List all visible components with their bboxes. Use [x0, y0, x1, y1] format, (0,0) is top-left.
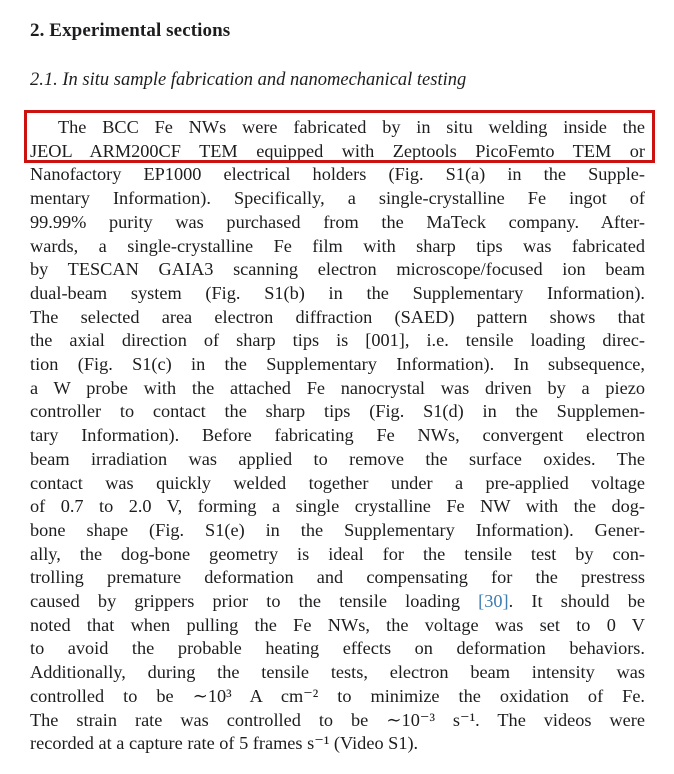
text-line: the axial direction of sharp tips is [001], i.e. tensile loading direc- [30, 330, 645, 351]
citation-link-30[interactable]: [30] [478, 591, 509, 612]
text-line: a W probe with the attached Fe nanocrystal was driven by a piezo [30, 377, 645, 398]
text-line: by TESCAN GAIA3 scanning electron microscope/focused ion beam [30, 259, 645, 280]
text-line: trolling premature deformation and compensating for the prestress [30, 567, 645, 588]
text-line: Nanofactory EP1000 electrical holders (Fig. S1(a) in the Supple- [30, 164, 645, 185]
text-segment: caused by grippers prior to the tensile loading [30, 591, 479, 612]
body-paragraph [30, 116, 645, 756]
text-line: bone shape (Fig. S1(e) in the Supplementary Information). Gener- [30, 519, 645, 540]
text-line: The strain rate was controlled to be ∼10⁻³ s⁻¹. The videos were [30, 709, 645, 730]
text-line: Additionally, during the tensile tests, electron beam intensity was [30, 662, 645, 683]
text-line: recorded at a capture rate of 5 frames s⁻¹ (Video S1). [30, 733, 419, 754]
section-heading: 2. Experimental sections [30, 20, 231, 41]
text-line: controller to contact the sharp tips (Fig. S1(d) in the Supplemen- [30, 401, 645, 422]
text-line: beam irradiation was applied to remove the surface oxides. The [30, 448, 645, 469]
text-line: tary Information). Before fabricating Fe NWs, convergent electron [30, 425, 645, 446]
text-line: tion (Fig. S1(c) in the Supplementary Information). In subsequence, [30, 354, 645, 375]
text-segment: . It should be [508, 591, 645, 612]
subsection-heading: 2.1. In situ sample fabrication and nanomechanical testing [30, 70, 467, 90]
text-line: The BCC Fe NWs were fabricated by in situ welding inside the [58, 117, 645, 137]
text-line: dual-beam system (Fig. S1(b) in the Supplementary Information). [30, 282, 645, 303]
text-line: noted that when pulling the Fe NWs, the voltage was set to 0 V [30, 614, 645, 635]
text-line: of 0.7 to 2.0 V, forming a single crystalline Fe NW with the dog- [30, 496, 645, 517]
text-line: to avoid the probable heating effects on deformation behaviors. [30, 638, 645, 659]
text-line: 99.99% purity was purchased from the MaTeck company. After- [30, 211, 645, 232]
text-line: wards, a single-crystalline Fe film with sharp tips was fabricated [30, 235, 645, 256]
text-line: mentary Information). Specifically, a single-crystalline Fe ingot of [30, 188, 645, 209]
text-line: The selected area electron diffraction (SAED) pattern shows that [30, 306, 645, 327]
text-line: controlled to be ∼10³ A cm⁻² to minimize the oxidation of Fe. [30, 685, 645, 706]
text-line: ally, the dog-bone geometry is ideal for the tensile test by con- [30, 543, 645, 564]
text-line: JEOL ARM200CF TEM equipped with Zeptools PicoFemto TEM or [30, 140, 645, 161]
text-line-with-citation [30, 590, 645, 614]
text-line: contact was quickly welded together under a pre-applied voltage [30, 472, 645, 493]
